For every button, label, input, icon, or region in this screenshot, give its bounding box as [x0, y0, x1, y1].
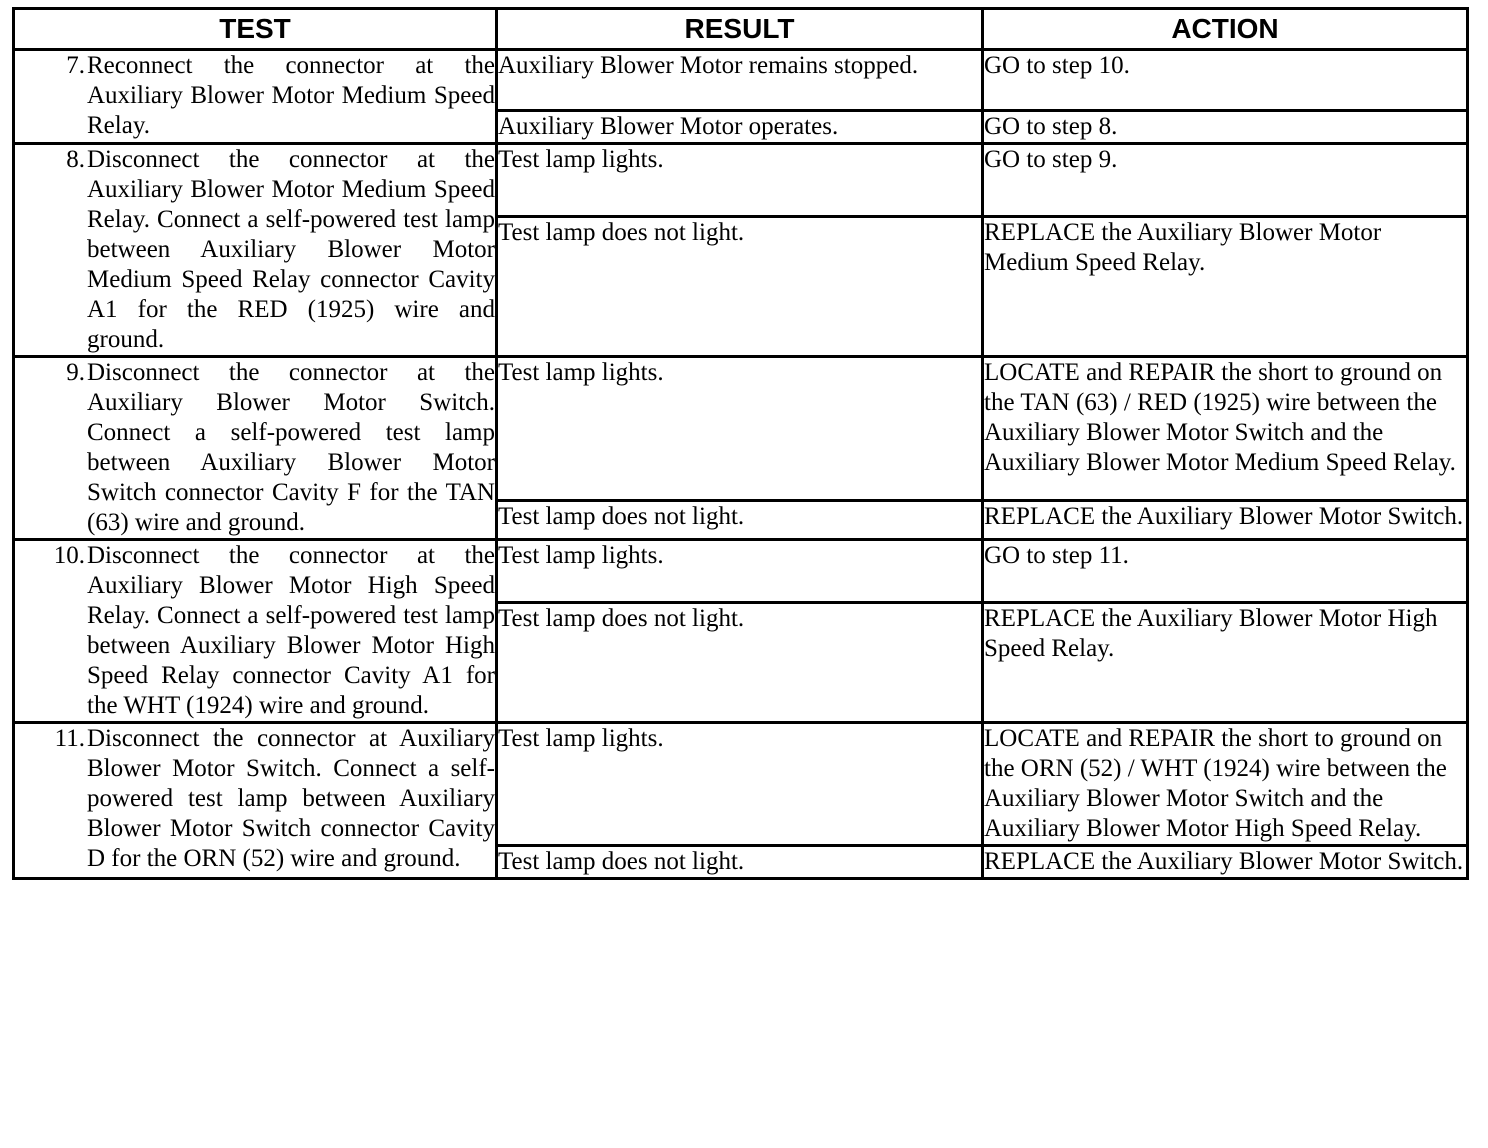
- test-text: Disconnect the connector at the Auxiliary Blower Motor Switch. Connect a self-powered test lamp between Auxiliary Blower Motor Switch connector Cavity F for the TAN (63) wire and ground.: [87, 359, 495, 536]
- result-cell: Auxiliary Blower Motor remains stopped.: [497, 50, 983, 111]
- table-row: [14, 723, 1468, 846]
- result-header: RESULT: [497, 9, 983, 50]
- header-row: [14, 9, 1468, 50]
- action-cell: GO to step 9.: [983, 144, 1468, 217]
- action-cell: GO to step 10.: [983, 50, 1468, 111]
- test-cell: [14, 50, 497, 144]
- diagnostic-page: [12, 7, 1469, 880]
- test-text: Disconnect the connector at the Auxiliary Blower Motor High Speed Relay. Connect a self-powered test lamp between Auxiliary Blower Motor High Speed Relay connector Cavity A1 for the WHT (1924) wire and ground.: [87, 542, 495, 719]
- test-text: Disconnect the connector at Auxiliary Blower Motor Switch. Connect a self-powered test lamp between Auxiliary Blower Motor Switch connector Cavity D for the ORN (52) wire and ground.: [87, 725, 495, 872]
- result-cell: Test lamp does not light.: [497, 846, 983, 879]
- action-header: ACTION: [983, 9, 1468, 50]
- table-row: [14, 357, 1468, 501]
- test-cell: [14, 723, 497, 879]
- step-number: 10.: [53, 542, 85, 569]
- step-number: 8.: [66, 146, 85, 173]
- action-cell: REPLACE the Auxiliary Blower Motor Medium Speed Relay.: [983, 217, 1468, 357]
- action-cell: GO to step 8.: [983, 111, 1468, 144]
- action-cell: REPLACE the Auxiliary Blower Motor High Speed Relay.: [983, 602, 1468, 722]
- result-cell: Test lamp lights.: [497, 144, 983, 217]
- test-text: Reconnect the connector at the Auxiliary Blower Motor Medium Speed Relay.: [87, 52, 495, 139]
- result-cell: Test lamp lights.: [497, 540, 983, 603]
- result-cell: Test lamp does not light.: [497, 501, 983, 540]
- result-cell: Test lamp lights.: [497, 357, 983, 501]
- table-row: [14, 540, 1468, 603]
- step-number: 11.: [54, 725, 85, 752]
- test-text: Disconnect the connector at the Auxiliary Blower Motor Medium Speed Relay. Connect a self-powered test lamp between Auxiliary Blower Motor Medium Speed Relay connector Cavity A1 for the RED (1925) wire and ground.: [87, 146, 495, 353]
- test-cell: [14, 540, 497, 723]
- action-cell: REPLACE the Auxiliary Blower Motor Switch.: [983, 846, 1468, 879]
- result-cell: Test lamp lights.: [497, 723, 983, 846]
- action-cell: LOCATE and REPAIR the short to ground on the TAN (63) / RED (1925) wire between the Auxiliary Blower Motor Switch and the Auxiliary Blower Motor Medium Speed Relay.: [983, 357, 1468, 501]
- test-cell: [14, 144, 497, 357]
- test-header: TEST: [14, 9, 497, 50]
- test-cell: [14, 357, 497, 540]
- table-row: [14, 144, 1468, 217]
- result-cell: Test lamp does not light.: [497, 602, 983, 722]
- step-number: 9.: [66, 359, 85, 386]
- action-cell: LOCATE and REPAIR the short to ground on the ORN (52) / WHT (1924) wire between the Auxiliary Blower Motor Switch and the Auxiliary Blower Motor High Speed Relay.: [983, 723, 1468, 846]
- table-row: [14, 50, 1468, 111]
- result-cell: Test lamp does not light.: [497, 217, 983, 357]
- action-cell: GO to step 11.: [983, 540, 1468, 603]
- diagnostic-table: [12, 7, 1469, 880]
- result-cell: Auxiliary Blower Motor operates.: [497, 111, 983, 144]
- step-number: 7.: [66, 52, 85, 79]
- action-cell: REPLACE the Auxiliary Blower Motor Switch.: [983, 501, 1468, 540]
